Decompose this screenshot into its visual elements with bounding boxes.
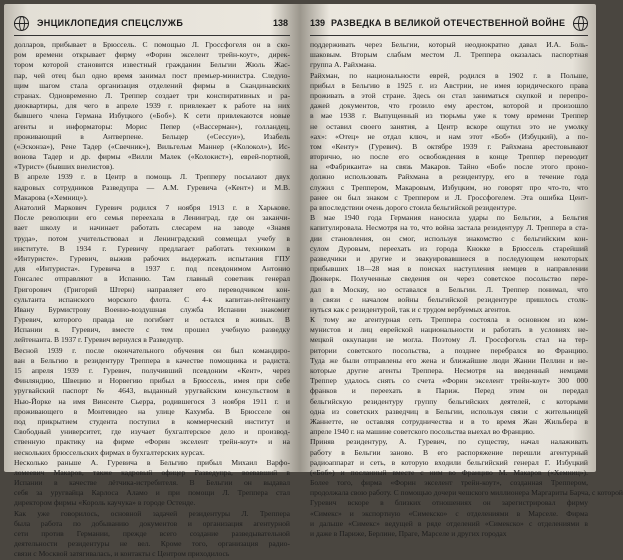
left-page xyxy=(14,4,290,559)
text-line: деятельности резидентуры не вел. Кроме того, организация радио- xyxy=(14,539,290,549)
text-line: Весной 1939 г. после окончательного обучения он был командиро- xyxy=(14,345,290,355)
text-line: апреле 1940 г. на машине советского посольства выехал во Францию. xyxy=(310,427,535,437)
text-line: вторично, но после его освобождения в конце Треппер переводит xyxy=(310,152,588,162)
text-line: Райхман, по национальности еврей, родился в 1902 г. в Польше, xyxy=(310,70,588,80)
text-line: сети против Германии, прежде всего создание разведывательной xyxy=(14,529,290,538)
text-line: радиоаппарат и сеть, в которую входили бельгийский генерал Г. Избуцкий xyxy=(310,457,588,467)
text-line: бывшего члена Германа Избуцкого («Боб»). К сети привлекаются новые xyxy=(14,111,290,121)
text-line: Треппер удалось снять со счета «Форин экселент трейн-коут» 300 000 xyxy=(310,376,588,386)
text-line: уругвайский паспорт № 4643, выданный уругвайским консульством в xyxy=(14,386,290,396)
text-line: К тому же агентурная сеть Треппера состояла в основном из ком- xyxy=(310,315,588,325)
text-line: В мае 1940 года Германия наносила удары по Бельгии, а Бельгия xyxy=(310,213,588,223)
text-line: работу в Бельгии заново. В его распоряжение перешли агентурный xyxy=(310,447,588,457)
text-line: В апреле 1939 г. в Центр в помощь Л. Трепперу посылают двух xyxy=(14,172,290,182)
text-line: лейтенанта. В 1937 г. Гуревич вернулся в Разведупр. xyxy=(14,335,184,345)
text-line: Анатолий Маркович Гуревич родился 7 ноября 1913 г. в Харькове. xyxy=(14,203,290,212)
left-header-rule xyxy=(14,35,290,36)
text-line: франков и переехать в Париж. Перед этим он передал xyxy=(310,386,588,396)
text-line: ственную практику на фирме «Форин экселент трейн-коут» и на xyxy=(14,437,290,447)
text-line: том «Кенту» (Гуревич). В октябре 1939 г. Райхмана арестовывают xyxy=(310,141,588,151)
text-line: Испании я. Гуревич, вместе с тем прошел учебную разведку xyxy=(14,325,290,335)
text-line: «Турист» (бывших внелистов). xyxy=(14,162,115,172)
left-page-number: 138 xyxy=(272,18,288,28)
text-line: «Симекс» и экспортную «Симекско» с отделениями в Марселе. Фирма xyxy=(310,508,588,518)
text-line: проживать в этой стране. Здесь он стал заниматься скупкой и перепро- xyxy=(310,90,588,100)
text-line: («Эсконза»), Рене Тадер («Свечник»), Вильгельм Маннер («Колокол»), Ис- xyxy=(14,141,290,151)
text-line: агенты и информаторы: Морис Пепер («Вассерман»), голландец, xyxy=(14,121,290,131)
text-line: и даже в Париже, Берлине, Праге, Марселе и других городах xyxy=(310,529,507,538)
text-line: поддерживать через Бельгии, который неоднократно давал И.А. Боль- xyxy=(310,40,588,49)
text-line: сультанта испанского морского флота. С 4-к капитан-лейтенанту xyxy=(14,294,290,304)
text-line: Гуревич вскоре в близких отношениях он зарегистрировал фирму xyxy=(310,498,588,508)
text-line: Макарова («Хемниц»). xyxy=(14,192,88,202)
text-line: шаковым. Вторым слабым местом Л. Треппера оказалась паспортная xyxy=(310,50,588,60)
text-line: служил с Треппером, Макаровым, Избуцким, но говорят про что-то, что xyxy=(310,182,588,192)
right-header-title: РАЗВЕДКА В ВЕЛИКОЙ ОТЕЧЕСТВЕННОЙ ВОЙНЕ xyxy=(331,18,566,28)
globe-icon xyxy=(14,16,29,31)
text-line: ра впоследствии очень дорого стоила бельгийской резидентуре. xyxy=(310,203,517,212)
text-line: 15 апреля 1939 г. Гуревич, получивший псевдоним «Кент», через xyxy=(14,366,290,375)
text-line: под прикрытием студента поступил в коммерческий институт и xyxy=(14,416,290,426)
text-line: Более того, фирма «Форин экселент трейн-коут», созданная Треппером, xyxy=(310,478,588,488)
globe-icon xyxy=(573,16,588,31)
text-line: Нью-Йорке на имя Винсенте Сьерра, родившегося 3 ноября 1911 г. и xyxy=(14,396,290,406)
text-line: группа А. Райхмана. xyxy=(310,60,377,70)
text-line: разведчики и другие и эвакуировавшиеся в последующем некоторых xyxy=(310,253,588,263)
text-line: бельгийскую резидентуру группу бельгийских деятелей, с которыми xyxy=(310,396,588,406)
text-line: («Боб») и посланный вместе с ним во Францию М. Макаров («Хемниц»). xyxy=(310,467,588,477)
text-line: институте. В 1934 г. Гуревичу предлагает работать техником в xyxy=(14,243,290,253)
text-line: которые другие агенты Треппера. Несмотря на введенный немцами xyxy=(310,366,588,375)
text-line: дажей документов, что грозило ему арестом, которой и произошло xyxy=(310,101,588,111)
text-line: кадровых сотрудников Разведупра — А.М. Гуревича («Кент») и М.В. xyxy=(14,182,290,192)
text-line: ритории советского посольства, а позднее перебрался во Францию. xyxy=(310,345,588,355)
text-line: щим шагом стала организация отделений фирмы в Скандинавских xyxy=(14,80,290,90)
text-line: на «Фабриканта» на связь Макаров. Тайно «Боб» после этого проно- xyxy=(310,162,588,172)
text-line: продолжала свою работу. С помощью дочери чешского миллионера Маргариты Барча, с которой xyxy=(310,488,623,498)
text-line: Финляндию, Швецию и Норвегию прибыл в Брюссель, имея при себе xyxy=(14,376,290,386)
text-line: дал в Москву, но оставался в Бельгии. Л. Треппер понимал, что xyxy=(310,284,588,294)
text-line: Туда же были отправлены его жена и ближайшие люди Жанни Пеллин и не- xyxy=(310,355,588,365)
text-line: Дюнкерк. Полученные сведения он через советское посольство пере- xyxy=(310,274,588,284)
right-running-header xyxy=(310,12,588,34)
text-line: в связи с началом войны бельгийской резидентуре пришлось столк- xyxy=(310,294,588,304)
text-line: мецкой оккупации не могла. Поэтому Л. Гроссфогель стал на тер- xyxy=(310,335,588,345)
right-page xyxy=(310,4,623,538)
text-line: Как уже говорилось, основной задачей резидентуры Л. Треппера xyxy=(14,508,290,518)
text-line: директором фирмы «Король каучука» в городе Остенде. xyxy=(14,498,196,508)
text-line: Григорович (Григорий Штерн) направляет его переводчиком кон- xyxy=(14,284,290,294)
text-line: и дальше «Симекс» ведущей в ряде отделений «Симекско» с отделениями в xyxy=(310,518,588,528)
text-line: не оставил своего занятия, а Центр вскоре ощутил это не умолку xyxy=(310,121,588,131)
text-line: вонова Тадер и др. фирмы «Вилли Малек («Колокист»), еврей-портной, xyxy=(14,152,290,162)
text-line: Ивану Бурмистрову Военно-воздушная служба Испании знакомит xyxy=(14,304,290,314)
text-line: дии становления, он смог, используя знакомство с бельгийским кон- xyxy=(310,233,588,243)
text-line: связи с Москвой затягивалась, и контакты с Центром приходилось xyxy=(14,549,230,559)
text-line: ранее он был знаком с Треппером и Л. Гроссфогелем. Эта ошибка Цент- xyxy=(310,192,588,202)
text-line: прибывших 18—28 мая в поисках наступления немцев в направлении xyxy=(310,264,588,274)
text-line: труда», потом учительствовал и Ленинградский совмещал учебу в xyxy=(14,233,290,243)
text-line: для «Интуриста». Гуревича в 1937 г. под псевдонимом Антонио xyxy=(14,264,290,274)
text-line: ван в Бельгию в резидентуру Треппера в качестве помощника и радиста. xyxy=(14,355,290,365)
text-line: прибыл в Бельгию в 1925 г. из Австрии, не имея юридического права xyxy=(310,80,588,90)
text-line: пар, чей отец был одно время занимал пост премьер-министра. Следую- xyxy=(14,70,290,80)
text-line: одна из советских разведчиц в Бельгии, используя связи с жительницей xyxy=(310,406,588,416)
text-line: в мае 1938 г. Выпущенный из тюрьмы уже к тому времени Треппер xyxy=(310,111,588,121)
text-line: была работа по добыванию документов и организация агентурной xyxy=(14,518,290,528)
text-line: Испании в качестве лётчика-истребителя. В Бельгии он выдавал xyxy=(14,478,290,488)
text-line: странах. Одновременно Л. Треппер создает три конспиративных и ра- xyxy=(14,90,290,100)
text-line: капитулировала. Несмотря на то, что война застала резидентуру Л. Треппера в ста- xyxy=(310,223,588,233)
text-line: ломеевич Макаров, также кадровый офицер Разведупра, воевавший в xyxy=(14,467,290,477)
text-line: Жаннетте, не оставляя сотрудничества и в то время Жан Жильбера в xyxy=(310,416,588,426)
right-page-number: 139 xyxy=(310,18,326,28)
left-page-text xyxy=(14,40,290,560)
left-header-title: ЭНЦИКЛОПЕДИЯ СПЕЦСЛУЖБ xyxy=(37,18,184,28)
text-line: «ах»: «Отец» не отдал ключ, и нам этот «Боб» (Избуцкий), а по- xyxy=(310,131,588,141)
text-line: проживающего в Монтевидео на улице Кахумба. В Брюсселе он xyxy=(14,406,290,416)
text-line: мунистов и лиц еврейской национальности и работать в условиях не- xyxy=(310,325,588,335)
text-line: диоквартиры, для чего в апреле 1939 г. привлекает к работе на них xyxy=(14,101,290,111)
text-line: должно использовать Райхмана в резидентуру, его в течение года xyxy=(310,172,588,182)
text-line: Несколько раньше А. Гуревича в Бельгию прибыл Михаил Варфо- xyxy=(14,457,290,467)
text-line: проживающий в Антверпене. Бельцер («Сессуи»), Изабель xyxy=(14,131,290,141)
book-spread xyxy=(4,4,623,559)
text-line: «Интуристе». Гуревич, выжив рабочих выдержать испытания ГПУ xyxy=(14,253,290,263)
text-line: После революции его семья переехала в Ленинград, где он заканчи- xyxy=(14,213,290,223)
right-page-text xyxy=(310,40,623,539)
text-line: тором которой становится известный гражданин Бельгии Жюль Жас- xyxy=(14,60,290,70)
right-header-rule xyxy=(310,35,588,36)
left-running-header xyxy=(14,12,290,34)
text-line: долларов, прибывает в Брюссель. С помощью Л. Гроссфогеля он в ско- xyxy=(14,40,290,49)
text-line: сулом Дуровым, переехать из города Кнокке в Брюссель старейший xyxy=(310,243,588,253)
text-line: Приняв резидентуру, А. Гуревич, по существу, начал налаживать xyxy=(310,437,588,447)
text-line: ром времени открывает фирму «Форин экселент трейн-коут», дирек- xyxy=(14,50,290,60)
text-line: нескольких брюссельских фирмах в бухгалтерских курсах. xyxy=(14,447,205,457)
text-line: Гуревич, которого правда не погибнет и остался в живых. В xyxy=(14,315,290,325)
text-line: Гонсалес отправляют в Испанию. Там главный советник генерал xyxy=(14,274,290,284)
text-line: вает школу и начинает работать слесарем на заводе «Знамя xyxy=(14,223,290,233)
text-line: нуться как с резидентурой, так и с трудом вербуемых агентов. xyxy=(310,304,511,314)
text-line: Свободный университет, где изучает бухгалтерское дело и производ- xyxy=(14,427,290,437)
text-line: себя за уругвайца Карлоса Аламо и при помощи Л. Треппера стал xyxy=(14,488,290,498)
